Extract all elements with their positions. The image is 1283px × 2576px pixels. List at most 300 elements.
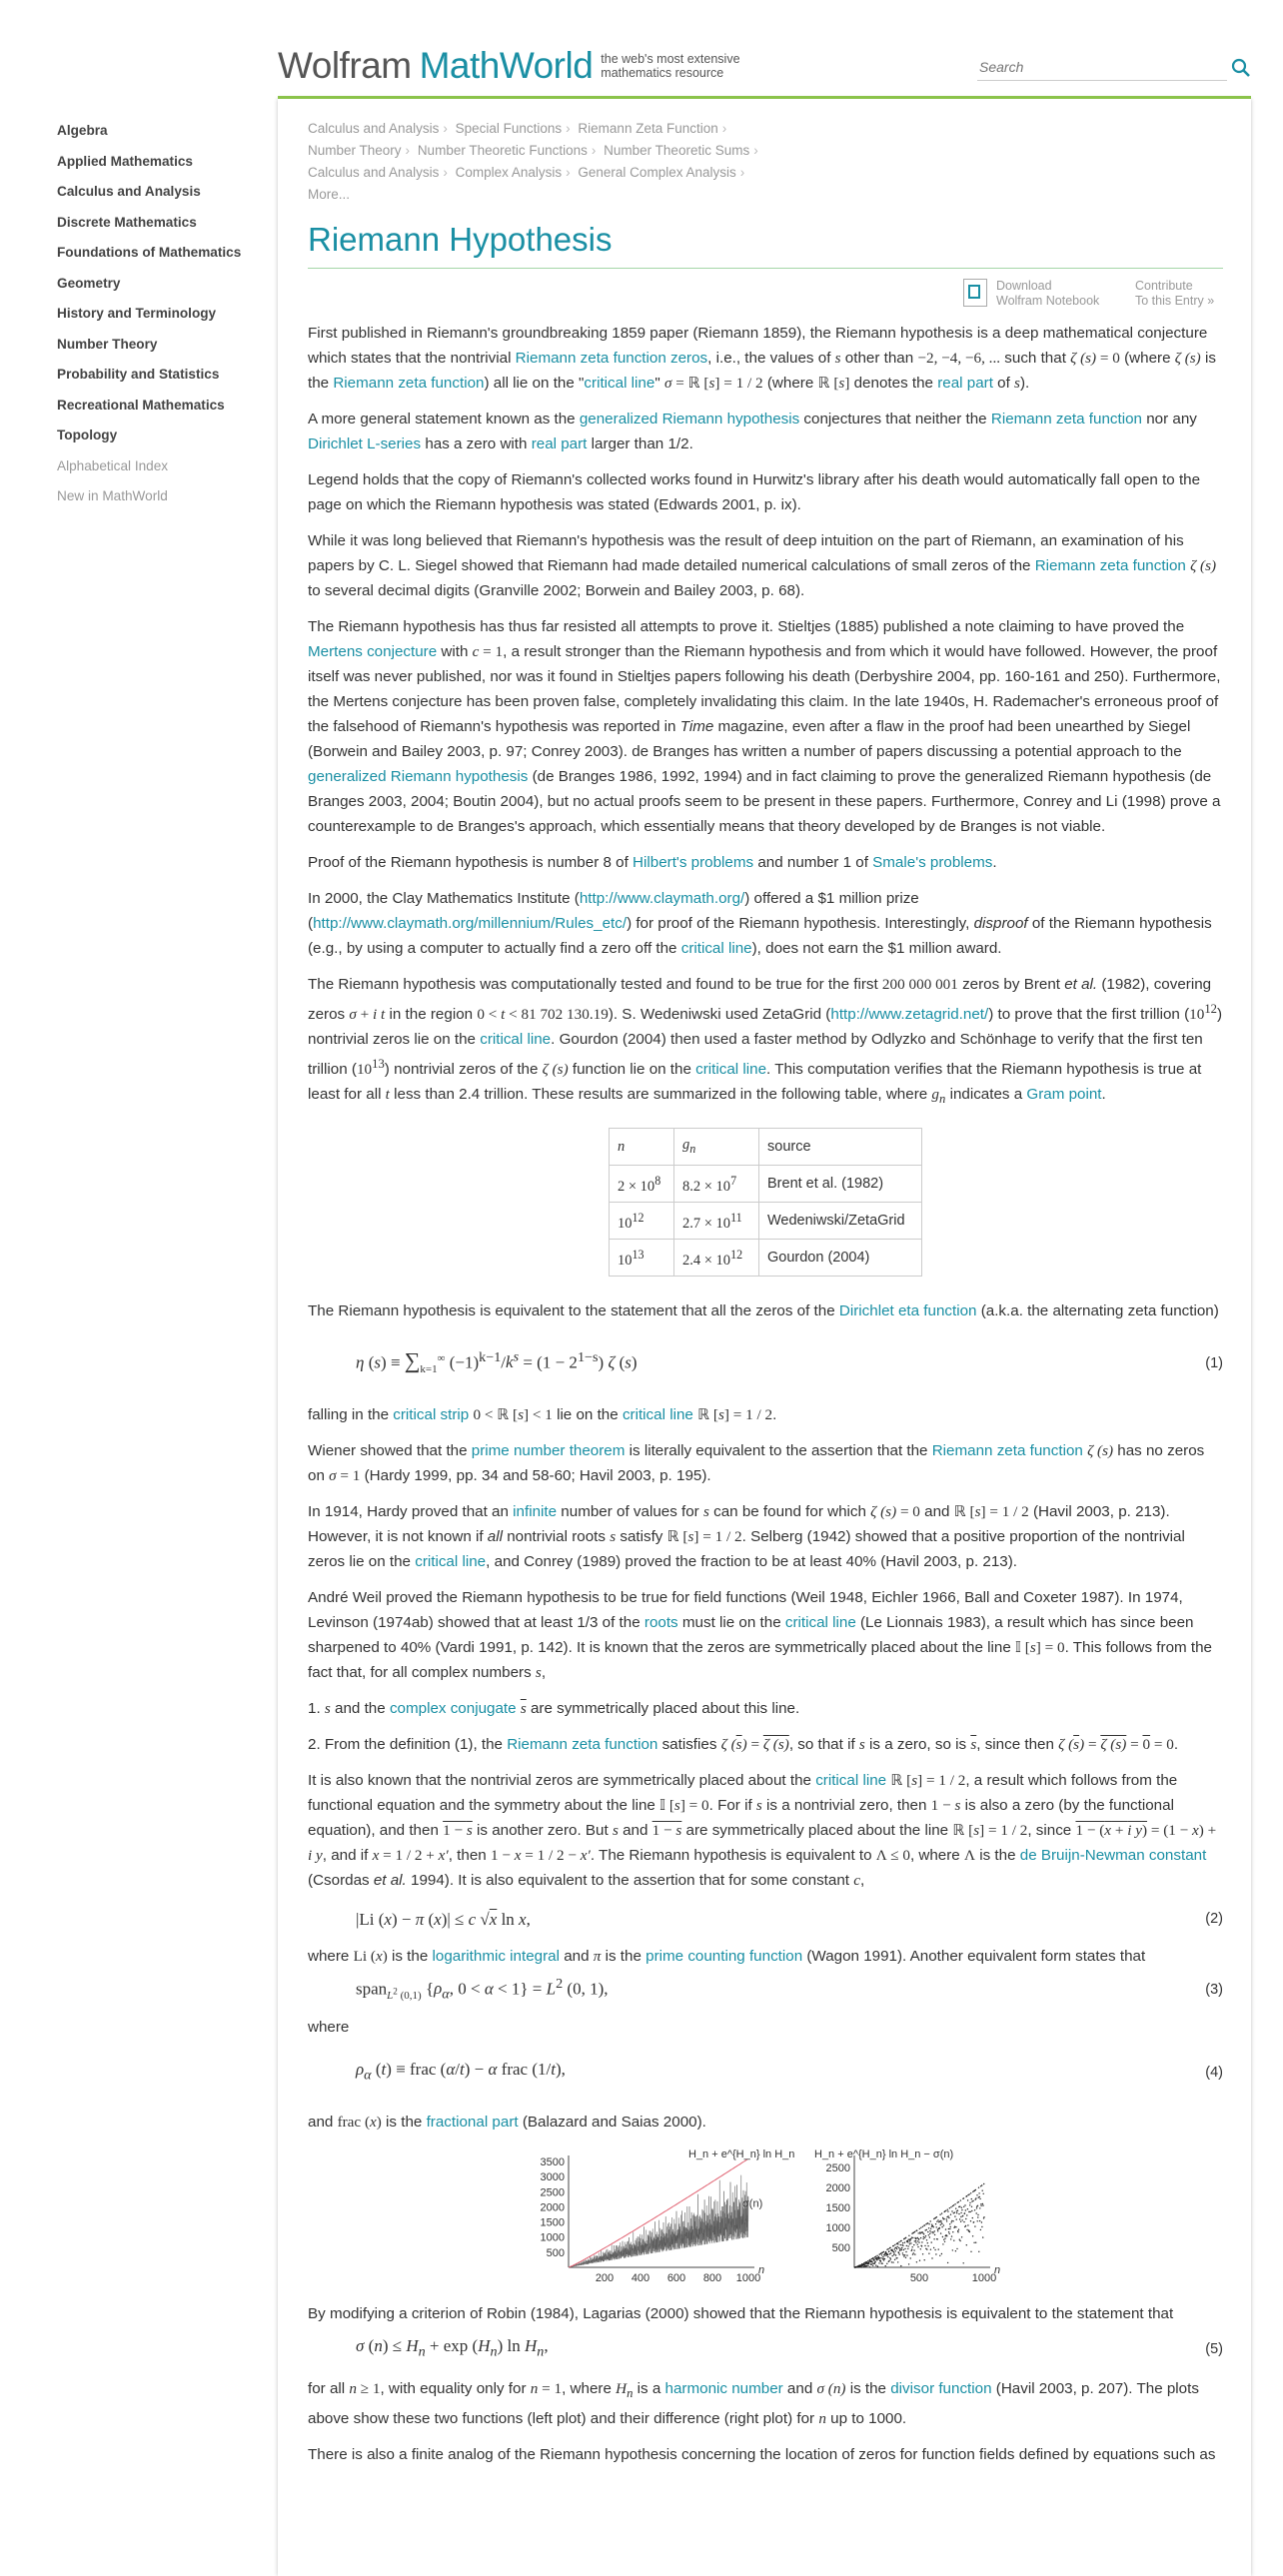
breadcrumb-link[interactable]: Number Theoretic Functions: [417, 143, 588, 158]
difference-point: [979, 2196, 980, 2197]
difference-point: [934, 2249, 935, 2250]
difference-point: [933, 2247, 934, 2248]
difference-point: [893, 2245, 894, 2246]
difference-point: [890, 2258, 891, 2259]
difference-point: [940, 2222, 941, 2223]
plot-left: [527, 2146, 795, 2287]
paragraph: 2. From the definition (1), the Riemann zeta function satisfies ζ $(\overline{s}) = \zeta$ (s), so that if s is a zero, so is $\overline{s}$, since then ζ $(\overline{s}) = \zeta$ (s) = 0 = 0.: [308, 1736, 1179, 1754]
difference-point: [976, 2207, 977, 2208]
difference-point: [942, 2243, 943, 2244]
harmonic-number-link[interactable]: harmonic number: [664, 2380, 783, 2398]
difference-point: [884, 2254, 885, 2255]
difference-point: [983, 2193, 984, 2194]
paragraph: By modifying a criterion of Robin (1984), Lagarias (2000) showed that the Riemann hypothesis is equivalent to the statement that: [308, 2305, 1174, 2323]
difference-point: [967, 2199, 968, 2200]
riemann-zeta-function-link[interactable]: Riemann zeta function: [1034, 557, 1186, 574]
difference-point: [941, 2226, 942, 2227]
difference-point: [877, 2266, 878, 2267]
gram-point-link[interactable]: Gram point: [1026, 1086, 1102, 1104]
difference-point: [887, 2254, 888, 2255]
difference-point: [972, 2235, 973, 2236]
difference-point: [927, 2231, 928, 2232]
difference-point: [970, 2251, 971, 2252]
breadcrumb-link[interactable]: General Complex Analysis: [578, 165, 736, 180]
paragraph: While it was long believed that Riemann's hypothesis was the result of deep intuition on the part of Riemann, an examination of his papers by C. L. Siegel showed that Riemann had made detailed numerical calculations of small zeros of the Riemann zeta function ζ (s) to several decimal digits (Granville 2002; Borwein and Bailey 2003, p. 68).: [308, 532, 1217, 599]
sidebar-item-discrete-mathematics[interactable]: Discrete Mathematics: [57, 214, 197, 230]
difference-point: [958, 2201, 959, 2202]
difference-point: [953, 2204, 954, 2205]
difference-point: [896, 2257, 897, 2258]
difference-point: [947, 2215, 948, 2216]
sidebar-item-applied-mathematics[interactable]: Applied Mathematics: [57, 153, 193, 169]
difference-point: [929, 2233, 930, 2234]
difference-point: [955, 2250, 956, 2251]
difference-point: [899, 2250, 900, 2251]
equation-1: [308, 1334, 1223, 1392]
difference-point: [896, 2248, 897, 2249]
difference-point: [876, 2259, 877, 2260]
difference-point: [932, 2232, 933, 2233]
difference-point: [885, 2255, 886, 2256]
difference-point: [928, 2253, 929, 2254]
equation-2: [308, 1904, 1223, 1934]
difference-point: [916, 2261, 917, 2262]
x-axis-label: n: [994, 2264, 1001, 2277]
difference-point: [890, 2252, 891, 2253]
difference-point: [889, 2257, 890, 2258]
equation-5: [308, 2332, 1223, 2366]
sidebar-item-foundations[interactable]: Foundations of Mathematics: [57, 245, 242, 260]
difference-point: [881, 2263, 882, 2264]
difference-point: [904, 2254, 905, 2255]
sidebar-alphabetical-index[interactable]: Alphabetical Index: [57, 457, 169, 473]
difference-point: [931, 2242, 932, 2243]
difference-point: [949, 2233, 950, 2234]
difference-point: [926, 2249, 927, 2250]
mertens-conjecture-link[interactable]: Mertens conjecture: [308, 643, 438, 660]
difference-point: [909, 2243, 910, 2244]
table-cell: Gourdon (2004): [759, 1240, 922, 1277]
difference-point: [930, 2231, 931, 2232]
main-content: [308, 118, 1223, 2478]
prime-number-theorem-link[interactable]: prime number theorem: [471, 1442, 626, 1460]
difference-point: [954, 2203, 955, 2204]
difference-point: [869, 2259, 870, 2260]
difference-point: [894, 2259, 895, 2260]
fractional-part-link[interactable]: fractional part: [426, 2114, 519, 2132]
breadcrumb-link[interactable]: Number Theory: [308, 143, 402, 158]
difference-point: [927, 2222, 928, 2223]
zetagrid-link[interactable]: http://www.zetagrid.net/: [830, 1006, 989, 1024]
difference-point: [939, 2255, 940, 2256]
difference-point: [913, 2244, 914, 2245]
critical-line-link[interactable]: critical line: [584, 375, 655, 392]
breadcrumb-link[interactable]: Number Theoretic Sums: [604, 143, 750, 158]
table-header-n: n: [610, 1129, 674, 1166]
download-notebook-button[interactable]: [963, 279, 1099, 309]
difference-point: [960, 2221, 961, 2222]
difference-point: [871, 2261, 872, 2262]
contribute-link[interactable]: [1135, 279, 1214, 309]
sidebar-item-history[interactable]: History and Terminology: [57, 306, 217, 321]
difference-point: [924, 2224, 925, 2225]
difference-point: [921, 2241, 922, 2242]
equation-body: σ $(n) \le H_n + \exp (H_n)$ $\ln H_n$,: [356, 2336, 549, 2360]
paragraph: Wiener showed that the prime number theorem is literally equivalent to the assertion that the Riemann zeta function ζ (s) has no zeros on σ = 1 (Hardy 1999, pp. 34 and 58-60; Havil 2003, p. 195).: [308, 1442, 1205, 1485]
sidebar-item-recreational[interactable]: Recreational Mathematics: [57, 397, 225, 413]
sidebar-item-topology[interactable]: Topology: [57, 428, 118, 442]
logo-mathworld-text: MathWorld: [419, 45, 594, 86]
difference-point: [981, 2226, 982, 2227]
critical-line-link[interactable]: critical line: [784, 1614, 856, 1632]
riemann-zeta-function-link[interactable]: Riemann zeta function: [931, 1442, 1083, 1460]
difference-point: [952, 2231, 953, 2232]
complex-conjugate-link[interactable]: complex conjugate: [389, 1700, 517, 1718]
difference-point: [909, 2240, 910, 2241]
difference-point: [951, 2236, 952, 2237]
critical-strip-link[interactable]: critical strip: [393, 1406, 470, 1424]
difference-point: [900, 2244, 901, 2245]
difference-point: [889, 2247, 890, 2248]
difference-point: [906, 2245, 907, 2246]
difference-point: [902, 2242, 903, 2243]
difference-point: [919, 2233, 920, 2234]
riemann-zeta-function-link[interactable]: Riemann zeta function: [507, 1736, 658, 1754]
tagline-line-1: the web's most extensive: [601, 52, 740, 66]
difference-point: [913, 2252, 914, 2253]
x-tick-label: 1000: [971, 2272, 997, 2285]
infinite-link[interactable]: infinite: [513, 1503, 558, 1521]
breadcrumb-link[interactable]: Calculus and Analysis: [308, 121, 440, 136]
difference-point: [898, 2247, 899, 2248]
difference-point: [966, 2229, 967, 2230]
difference-point: [897, 2243, 898, 2244]
difference-point: [921, 2245, 922, 2246]
difference-point: [942, 2217, 943, 2218]
difference-point: [915, 2238, 916, 2239]
x-axis-label: n: [758, 2264, 765, 2277]
difference-point: [955, 2208, 956, 2209]
dirichlet-eta-function-link[interactable]: Dirichlet eta function: [838, 1302, 977, 1320]
difference-point: [973, 2221, 974, 2222]
difference-point: [873, 2259, 874, 2260]
roots-link[interactable]: roots: [643, 1614, 678, 1632]
smales-problems-link[interactable]: Smale's problems: [872, 854, 993, 871]
difference-point: [922, 2253, 923, 2254]
difference-point: [962, 2215, 963, 2216]
y-tick-label: 1000: [540, 2231, 565, 2244]
difference-point: [874, 2261, 875, 2262]
difference-point: [893, 2251, 894, 2252]
difference-point: [906, 2255, 907, 2256]
notebook-icon: [963, 279, 987, 307]
breadcrumb-row: Calculus and Analysis › Complex Analysis › General Complex Analysis ›: [308, 165, 745, 180]
equation-number: (2): [1205, 1910, 1223, 1927]
breadcrumb-link[interactable]: Riemann Zeta Function: [578, 121, 718, 136]
breadcrumb: [308, 118, 1223, 206]
sidebar-item-calculus-and-analysis[interactable]: Calculus and Analysis: [57, 184, 201, 199]
difference-point: [867, 2260, 868, 2261]
difference-point: [980, 2205, 981, 2206]
difference-point: [946, 2235, 947, 2236]
difference-point: [932, 2225, 933, 2226]
x-tick-label: 800: [702, 2272, 722, 2285]
difference-point: [917, 2246, 918, 2247]
difference-point: [894, 2248, 895, 2249]
difference-point: [867, 2265, 868, 2266]
difference-point: [880, 2257, 881, 2258]
difference-point: [950, 2226, 951, 2227]
difference-point: [884, 2258, 885, 2259]
difference-point: [928, 2227, 929, 2228]
difference-point: [903, 2256, 904, 2257]
difference-point: [917, 2244, 918, 2245]
difference-point: [894, 2244, 895, 2245]
difference-point: [944, 2238, 945, 2239]
sidebar-item-algebra[interactable]: Algebra: [57, 123, 108, 138]
search-icon[interactable]: [1231, 58, 1251, 78]
difference-point: [956, 2248, 957, 2249]
difference-point: [938, 2249, 939, 2250]
difference-point: [908, 2263, 909, 2264]
difference-point: [941, 2253, 942, 2254]
critical-line-link[interactable]: critical line: [680, 940, 752, 957]
difference-point: [899, 2254, 900, 2255]
difference-point: [905, 2251, 906, 2252]
x-tick-label: 400: [631, 2272, 650, 2285]
difference-point: [977, 2205, 978, 2206]
difference-point: [888, 2250, 889, 2251]
generalized-riemann-hypothesis-link[interactable]: generalized Riemann hypothesis: [579, 411, 800, 428]
difference-point: [950, 2238, 951, 2239]
riemann-zeta-function-link[interactable]: Riemann zeta function: [990, 411, 1142, 428]
critical-line-link[interactable]: critical line: [622, 1406, 693, 1424]
difference-point: [952, 2249, 953, 2250]
breadcrumb-link[interactable]: Calculus and Analysis: [308, 165, 440, 180]
difference-point: [918, 2232, 919, 2233]
difference-point: [954, 2226, 955, 2227]
difference-point: [936, 2216, 937, 2217]
difference-point: [949, 2223, 950, 2224]
dirichlet-l-series-link[interactable]: Dirichlet L-series: [308, 435, 422, 452]
difference-point: [900, 2265, 901, 2266]
difference-point: [943, 2218, 944, 2219]
y-tick-label: 1500: [540, 2216, 565, 2229]
search-box: [977, 54, 1227, 81]
divisor-function-link[interactable]: divisor function: [890, 2380, 992, 2398]
difference-point: [971, 2206, 972, 2207]
de-bruijn-newman-constant-link[interactable]: de Bruijn-Newman constant: [1019, 1847, 1207, 1865]
difference-point: [923, 2236, 924, 2237]
difference-point: [947, 2262, 948, 2263]
difference-point: [937, 2230, 938, 2231]
difference-point: [966, 2244, 967, 2245]
logarithmic-integral-link[interactable]: logarithmic integral: [432, 1948, 560, 1966]
x-tick-label: 600: [666, 2272, 686, 2285]
difference-point: [968, 2230, 969, 2231]
difference-point: [951, 2210, 952, 2211]
tagline: [601, 52, 739, 80]
difference-point: [963, 2221, 964, 2222]
difference-point: [861, 2266, 862, 2267]
paragraph: for all n ≥ 1, with equality only for n = 1, where $H_n$ is a harmonic number and σ (n) is the divisor function (Havil 2003, p. 207). The plots above show these two functions (left plot) and their difference (right plot) for n up to 1000.: [308, 2380, 1199, 2428]
critical-line-link[interactable]: critical line: [695, 1061, 767, 1079]
paragraph: where Li (x) is the logarithmic integral and π is the prime counting function (Wagon 1991). Another equivalent form states that: [308, 1948, 1146, 1966]
difference-point: [924, 2259, 925, 2260]
difference-point: [918, 2242, 919, 2243]
difference-point: [959, 2239, 960, 2240]
difference-point: [960, 2200, 961, 2201]
critical-line-link[interactable]: critical line: [480, 1031, 552, 1049]
difference-point: [902, 2252, 903, 2253]
critical-line-link[interactable]: critical line: [415, 1553, 487, 1571]
difference-point: [977, 2220, 978, 2221]
table-header-row: [610, 1129, 922, 1166]
sidebar-new-in-mathworld[interactable]: New in MathWorld: [57, 488, 168, 503]
x-tick-label: 1000: [735, 2272, 761, 2285]
paragraph: There is also a finite analog of the Riemann hypothesis concerning the location of zeros for function fields defined by equations such as: [308, 2446, 1216, 2464]
difference-point: [978, 2187, 979, 2188]
difference-point: [919, 2228, 920, 2229]
difference-point: [920, 2237, 921, 2238]
difference-point: [950, 2214, 951, 2215]
real-part-link[interactable]: real part: [937, 375, 993, 392]
difference-point: [919, 2260, 920, 2261]
hilberts-problems-link[interactable]: Hilbert's problems: [633, 854, 754, 871]
difference-point: [907, 2248, 908, 2249]
paragraph: Legend holds that the copy of Riemann's collected works found in Hurwitz's library after his death would automatically fall open to the page on which the Riemann hypothesis was stated (Edwards 2001, p. ix).: [308, 471, 1201, 513]
y-tick-label: 2000: [540, 2201, 565, 2214]
difference-point: [904, 2248, 905, 2249]
sidebar-item-number-theory[interactable]: Number Theory: [57, 336, 158, 352]
breadcrumb-link[interactable]: Special Functions: [455, 121, 563, 136]
difference-point: [901, 2247, 902, 2248]
y-tick-label: 500: [831, 2242, 850, 2255]
difference-point: [892, 2255, 893, 2256]
difference-point: [930, 2228, 931, 2229]
table-cell: $2 \times 10^8$: [610, 1166, 674, 1203]
logo-wolfram-text: Wolfram: [278, 45, 412, 86]
sidebar-item-probability[interactable]: Probability and Statistics: [57, 367, 220, 382]
generalized-riemann-hypothesis-link[interactable]: generalized Riemann hypothesis: [308, 768, 529, 785]
claymath-rules-link[interactable]: http://www.claymath.org/millennium/Rules_etc/: [313, 915, 628, 932]
difference-point: [937, 2238, 938, 2239]
difference-point: [979, 2207, 980, 2208]
y-tick-label: 2500: [825, 2162, 850, 2175]
difference-point: [983, 2216, 984, 2217]
difference-point: [902, 2254, 903, 2255]
difference-point: [928, 2223, 929, 2224]
riemann-zeta-function-link[interactable]: Riemann zeta function: [333, 375, 485, 392]
difference-point: [976, 2194, 977, 2195]
difference-point: [869, 2266, 870, 2267]
difference-point: [898, 2241, 899, 2242]
riemann-zeta-zeros-link[interactable]: Riemann zeta function zeros: [515, 350, 708, 367]
difference-point: [891, 2261, 892, 2262]
difference-point: [898, 2252, 899, 2253]
table-cell: $2.7 \times 10^{11}$: [674, 1203, 759, 1240]
difference-point: [935, 2223, 936, 2224]
difference-point: [951, 2221, 952, 2222]
y-tick-label: 3500: [540, 2156, 565, 2169]
equation-number: (1): [1205, 1354, 1223, 1371]
difference-point: [940, 2220, 941, 2221]
difference-point: [905, 2257, 906, 2258]
equation-3: [308, 1975, 1223, 2005]
difference-point: [948, 2217, 949, 2218]
difference-point: [929, 2230, 930, 2231]
critical-line-link[interactable]: critical line: [815, 1772, 887, 1790]
difference-point: [967, 2224, 968, 2225]
difference-point: [964, 2204, 965, 2205]
difference-point: [980, 2229, 981, 2230]
difference-point: [955, 2226, 956, 2227]
equation-body: |Li (x) − π (x)| ≤ c √x ln x,: [356, 1909, 531, 1929]
search-input[interactable]: [977, 54, 1211, 80]
mathworld-logo[interactable]: [278, 46, 740, 86]
difference-point: [940, 2224, 941, 2225]
difference-point: [949, 2207, 950, 2208]
difference-point: [900, 2240, 901, 2241]
difference-point: [897, 2246, 898, 2247]
sidebar-item-geometry[interactable]: Geometry: [57, 275, 121, 291]
claymath-link[interactable]: http://www.claymath.org/: [579, 890, 745, 907]
difference-point: [959, 2218, 960, 2219]
difference-point: [978, 2192, 979, 2193]
difference-point: [882, 2256, 883, 2257]
prime-counting-function-link[interactable]: prime counting function: [645, 1948, 803, 1966]
difference-point: [934, 2234, 935, 2235]
difference-point: [904, 2242, 905, 2243]
download-label-2: Wolfram Notebook: [996, 294, 1100, 308]
sidebar: [57, 118, 277, 514]
difference-point: [908, 2239, 909, 2240]
difference-point: [969, 2231, 970, 2232]
paragraph: falling in the critical strip 0 < ℝ [s] < 1 lie on the critical line ℝ [s] = 1 / 2.: [308, 1406, 777, 1424]
difference-point: [907, 2241, 908, 2242]
breadcrumb-link[interactable]: Complex Analysis: [455, 165, 563, 180]
difference-point: [878, 2258, 879, 2259]
difference-point: [945, 2229, 946, 2230]
x-tick-label: 500: [909, 2272, 929, 2285]
y-tick-label: 1000: [825, 2222, 850, 2235]
header-accent-bar: [278, 96, 1251, 99]
difference-point: [887, 2256, 888, 2257]
difference-point: [958, 2213, 959, 2214]
difference-point: [914, 2240, 915, 2241]
difference-point: [942, 2236, 943, 2237]
difference-point: [946, 2220, 947, 2221]
breadcrumb-row: Calculus and Analysis › Special Functions › Riemann Zeta Function ›: [308, 121, 727, 136]
difference-point: [911, 2249, 912, 2250]
difference-point: [981, 2221, 982, 2222]
difference-point: [958, 2229, 959, 2230]
tagline-line-2: mathematics resource: [601, 66, 724, 80]
table-cell: $2.4 \times 10^{12}$: [674, 1240, 759, 1277]
results-table: [609, 1128, 922, 1277]
difference-point: [965, 2218, 966, 2219]
difference-point: [927, 2242, 928, 2243]
difference-point: [868, 2262, 869, 2263]
difference-point: [947, 2211, 948, 2212]
real-part-link[interactable]: real part: [531, 435, 588, 452]
difference-point: [954, 2212, 955, 2213]
difference-point: [915, 2242, 916, 2243]
contribute-label-2: To this Entry »: [1135, 294, 1215, 308]
difference-point: [878, 2262, 879, 2263]
breadcrumb-more-link[interactable]: More...: [308, 187, 351, 202]
difference-point: [969, 2204, 970, 2205]
